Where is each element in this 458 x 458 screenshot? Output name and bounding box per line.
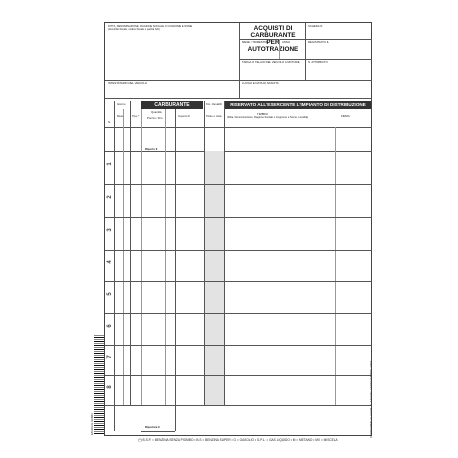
- table-header-bottom: [105, 127, 372, 128]
- row-line-4: [105, 281, 372, 282]
- intestatario-label: INTESTATARIO DEL VEICOLO: [108, 81, 148, 85]
- row-line-2: [105, 217, 372, 218]
- header-divider: [239, 23, 240, 80]
- col-km-label: Km. rilevabili: [206, 102, 222, 106]
- col-quantita-sublabel: Prezzo / litro: [147, 116, 163, 120]
- row-line-3: [105, 250, 372, 251]
- row-line-1: [105, 184, 372, 185]
- col-n-label: N.: [108, 120, 111, 124]
- company-sublabel: (domicilio fiscale, codice fiscale e partita IVA): [108, 28, 160, 31]
- title-line-1: ACQUISTI DI CARBURANTE: [250, 25, 296, 39]
- col-line-km: [224, 101, 225, 405]
- row-line-5: [105, 313, 372, 314]
- barcode-text: E8.003 E 9AMN: [90, 413, 94, 435]
- col-importo-label: Importo €: [178, 114, 190, 118]
- row-number-2: 2: [107, 195, 113, 199]
- luogo-label: LUOGO E DATA DI NASCITA: [242, 81, 279, 85]
- col-line-giorno: [123, 109, 124, 405]
- riporto-top-label: Riporto €: [145, 147, 158, 151]
- scheda-label: SCHEDA N.: [308, 24, 324, 28]
- riporto-bottom: [145, 425, 160, 429]
- row-number-3: 3: [107, 228, 113, 232]
- riporto-bottom-label: Riportare €: [145, 425, 160, 429]
- row-number-7: 7: [107, 355, 113, 359]
- riservato-band: RISERVATO ALL'ESERCENTE L'IMPIANTO DI DISTRIBUZIONE: [225, 101, 371, 109]
- col-line-n: [114, 101, 115, 431]
- company-label: DITTA, DENOMINAZIONE, RAGIONE SOCIALE O COGNOME E NOME: [108, 25, 193, 28]
- anno-label: ANNO: [282, 40, 291, 44]
- row-number-1: 1: [107, 162, 113, 166]
- title-line-2: PER AUTOTRAZIONE: [247, 39, 299, 53]
- anno-divider: [279, 39, 280, 59]
- carburante-band: CARBURANTE: [141, 101, 203, 109]
- col-firma-label: FIRMA: [341, 114, 350, 118]
- km-column-shade: [205, 151, 224, 405]
- scheda-divider: [305, 23, 306, 80]
- col-line-quantita: [165, 109, 166, 405]
- fuel-purchase-form: [104, 22, 372, 436]
- col-line-importo: [204, 101, 205, 405]
- row-number-4: 4: [107, 260, 113, 264]
- col-line-tipo: [141, 109, 142, 405]
- riporto-bottom-line: [141, 431, 175, 432]
- barcode: [94, 334, 104, 434]
- col-giorno-label: Giorno: [117, 102, 126, 106]
- col-line-mese: [130, 101, 131, 405]
- col-timbro-label: TIMBRO: [257, 112, 268, 116]
- col-line-timbro: [335, 127, 336, 405]
- row-line-8: [105, 405, 372, 406]
- row-line-7: [105, 375, 372, 376]
- targa-label: TARGA O TELAIO DEL VEICOLO A MOTORE: [242, 60, 300, 64]
- fuel-type-legend: (*) B.S.P. = BENZINA SENZA PIOMBO • B.S = BENZINA SUPER • G = GASOLIO • G.P.L. = GAS LIQUIDO • M = METANO • MX = MISCELA: [138, 438, 338, 442]
- riporto-top-line: [105, 151, 372, 152]
- row-number-5: 5: [107, 292, 113, 296]
- intestatario-bottom-line: [105, 98, 372, 99]
- col-line-prezzo: [175, 109, 176, 431]
- col-quantita-label: Quantità: [151, 110, 162, 114]
- row-number-6: 6: [107, 324, 113, 328]
- col-km-sublabel: Titolo o rotta: [206, 114, 222, 118]
- attribuito-label: N. ATTRIBUITO: [308, 60, 328, 64]
- row-number-8: 8: [107, 385, 113, 389]
- row-line-6: [105, 345, 372, 346]
- registrato-label: REGISTRATO IL: [308, 40, 330, 44]
- col-tipo-label: Tipo *: [132, 114, 140, 118]
- regulation-note: CONFORME AL D.P.R. N. 444 DEL 10 NOVEMBRE 1997: [369, 361, 373, 438]
- col-mese-label: Mese: [117, 114, 124, 118]
- intestatario-divider: [239, 80, 240, 98]
- mese-label: MESE / TRIMESTRE: [242, 40, 269, 44]
- col-timbro-sublabel: (Ditta, Denominazione, Ragione Sociale o Cognome e Nome, Località): [227, 116, 309, 119]
